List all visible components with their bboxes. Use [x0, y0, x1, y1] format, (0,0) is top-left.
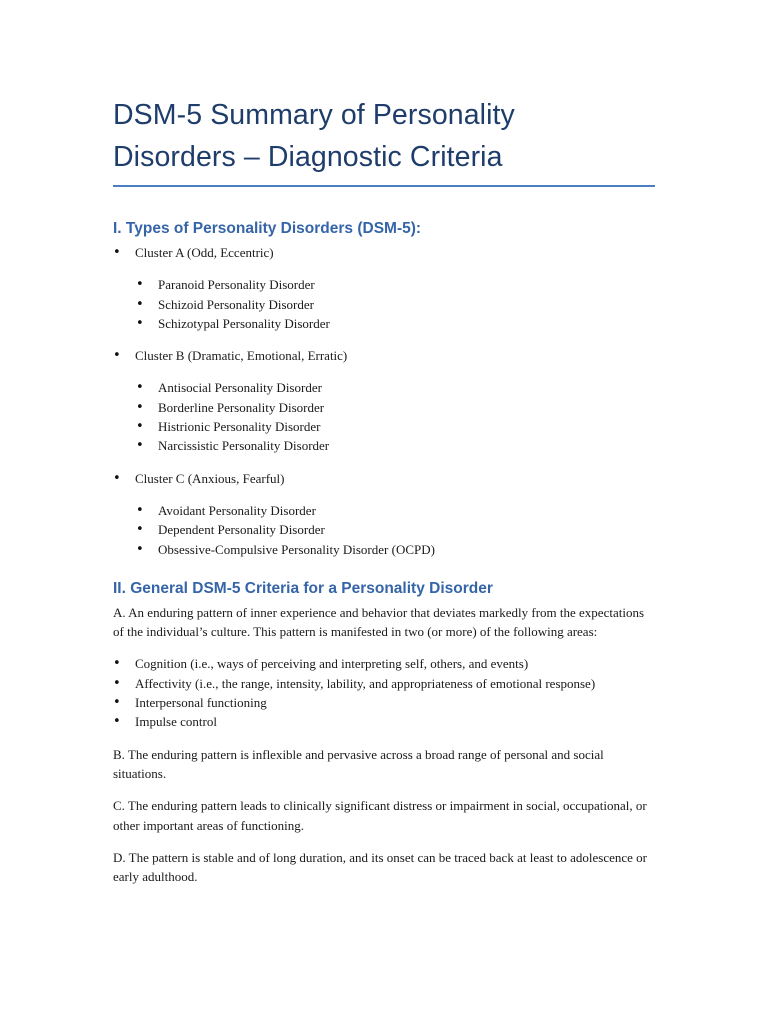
list-item: • Schizoid Personality Disorder — [136, 295, 658, 314]
list-item: • Impulse control — [113, 712, 658, 731]
title-line-1: DSM-5 Summary of Personality — [113, 99, 515, 131]
document-content — [113, 94, 658, 886]
cluster-a-item — [113, 243, 658, 333]
list-item: • Schizotypal Personality Disorder — [136, 314, 658, 333]
cluster-c-label: Cluster C (Anxious, Fearful) — [135, 470, 285, 486]
cluster-b-item — [113, 346, 658, 455]
title-line-2: Disorders – Diagnostic Criteria — [113, 141, 503, 173]
cluster-b-label: Cluster B (Dramatic, Emotional, Erratic) — [135, 348, 348, 364]
title-underline-rule — [113, 185, 655, 187]
list-item: • Cognition (i.e., ways of perceiving and interpreting self, others, and events) — [113, 654, 658, 673]
list-item: • Borderline Personality Disorder — [136, 398, 658, 417]
list-item: • Paranoid Personality Disorder — [136, 275, 658, 294]
document-title — [113, 94, 658, 178]
section-heading-general-criteria: II. General DSM-5 Criteria for a Personality Disorder — [113, 579, 493, 597]
list-item: • Antisocial Personality Disorder — [136, 378, 658, 397]
cluster-a-label: Cluster A (Odd, Eccentric) — [135, 245, 274, 260]
list-item: • Obsessive-Compulsive Personality Disorder (OCPD) — [136, 540, 658, 559]
list-item: • Avoidant Personality Disorder — [136, 501, 658, 520]
cluster-c-item — [113, 469, 658, 559]
list-item: • Narcissistic Personality Disorder — [136, 436, 658, 455]
cluster-c-disorders — [113, 501, 658, 559]
criterion-b-paragraph: B. The enduring pattern is inflexible and pervasive across a broad range of personal and social situations. — [113, 746, 604, 781]
criterion-c-paragraph: C. The enduring pattern leads to clinically significant distress or impairment in social, occupational, or other important areas of functioning. — [113, 798, 647, 833]
list-item: • Histrionic Personality Disorder — [136, 417, 658, 436]
criterion-a-paragraph: A. An enduring pattern of inner experience and behavior that deviates markedly from the expectations of the individual’s culture. This pattern is manifested in two (or more) of the following areas: — [113, 604, 645, 640]
criterion-a-areas-list — [113, 654, 658, 731]
list-item: • Affectivity (i.e., the range, intensity, lability, and appropriateness of emotional response) — [113, 674, 658, 693]
cluster-list — [113, 243, 658, 559]
criterion-d-paragraph: D. The pattern is stable and of long duration, and its onset can be traced back at least to adolescence or early adulthood. — [113, 849, 648, 885]
section-heading-types: I. Types of Personality Disorders (DSM-5): — [113, 220, 422, 237]
list-item: • Dependent Personality Disorder — [136, 520, 658, 539]
cluster-b-disorders — [113, 378, 658, 455]
list-item: • Interpersonal functioning — [113, 693, 658, 712]
cluster-a-disorders — [113, 275, 658, 333]
